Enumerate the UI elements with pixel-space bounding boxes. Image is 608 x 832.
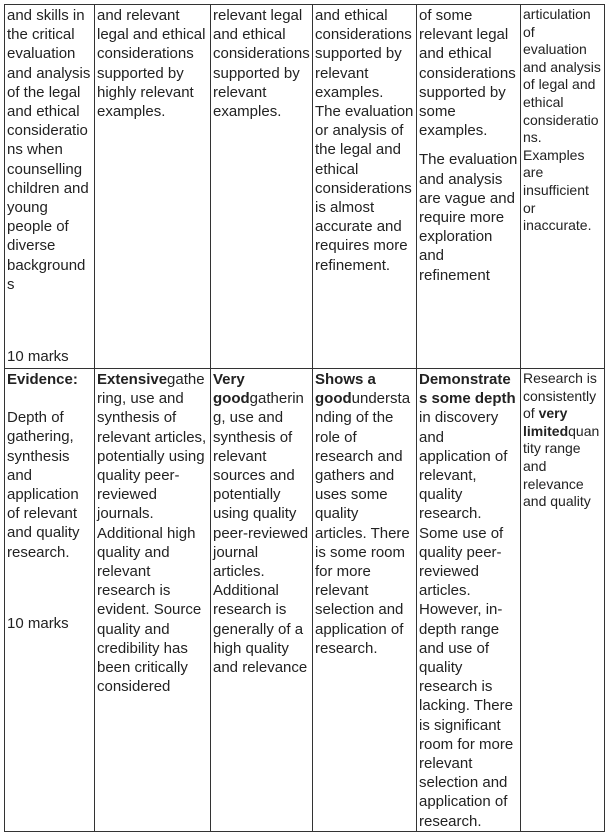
band-emphasis: Demonstrates some depth [419, 371, 516, 408]
criterion-marks: 10 marks [7, 614, 69, 632]
band-text: articulation of evaluation and analysis of legal and ethical considerations. Examples are insufficient or inaccurate. [523, 6, 601, 234]
criterion-text: and skills in the critical evaluation and analysis of the legal and ethical considerations when counselling children and young people of diverse backgrounds [7, 7, 91, 293]
criterion-cell [5, 369, 95, 832]
band-text: quantity range and relevance and quality [523, 422, 600, 510]
band-emphasis: Extensive [97, 371, 168, 388]
paragraph-gap [7, 562, 92, 614]
criterion-heading: Evidence: [7, 371, 78, 388]
band-cell-p [417, 369, 521, 832]
band-text: and ethical considerations supported by relevant examples. The evaluation or analysis of the legal and ethical considerations is almost accurate and requires more refinement. [315, 7, 414, 274]
band-cell-hd [95, 5, 211, 369]
rubric-table [4, 4, 605, 832]
band-text: Research is consistently of [523, 370, 597, 422]
criterion-marks: 10 marks [7, 347, 69, 365]
band-text: gathering, use and synthesis of relevant sources and potentially using quality peer-reviewed journal articles. Additional research is generally of a high quality and relevance [213, 390, 309, 677]
band-text: of some relevant legal and ethical considerations supported by some examples. [419, 7, 516, 140]
band-text: understanding of the role of research and gathers and uses some quality articles. There is some room for more relevant selection and application of research. [315, 390, 411, 657]
band-cell-f [521, 5, 605, 369]
band-text: The evaluation and analysis are vague and require more exploration and refinement [419, 151, 518, 284]
band-cell-p [417, 5, 521, 369]
band-emphasis: Very good [213, 371, 250, 408]
band-cell-c [313, 5, 417, 369]
band-text: and relevant legal and ethical considerations supported by highly relevant examples. [97, 7, 206, 121]
band-emphasis: Shows a good [315, 371, 376, 408]
band-text: in discovery and application of relevant, quality research. Some use of quality peer-reviewed articles. However, in-depth range and use of quality research is lacking. There is significant room for more relevant selection and application of research. [419, 409, 514, 830]
paragraph-gap [7, 389, 92, 408]
criterion-text: Depth of gathering, synthesis and application of relevant and quality research. [7, 409, 80, 561]
band-cell-hd [95, 369, 211, 832]
table-row [5, 5, 605, 369]
band-text: gathering, use and synthesis of relevant articles, potentially using quality peer-reviewed journals. Additional high quality and relevant research is evident. Source quality and credibility has been critically considered [97, 371, 207, 696]
band-emphasis: very limited [523, 405, 569, 439]
band-cell-f [521, 369, 605, 832]
criterion-cell [5, 5, 95, 369]
paragraph-gap [419, 140, 518, 150]
band-text: relevant legal and ethical considerations supported by relevant examples. [213, 7, 310, 121]
band-cell-d [211, 369, 313, 832]
band-cell-d [211, 5, 313, 369]
band-cell-c [313, 369, 417, 832]
table-row [5, 369, 605, 832]
